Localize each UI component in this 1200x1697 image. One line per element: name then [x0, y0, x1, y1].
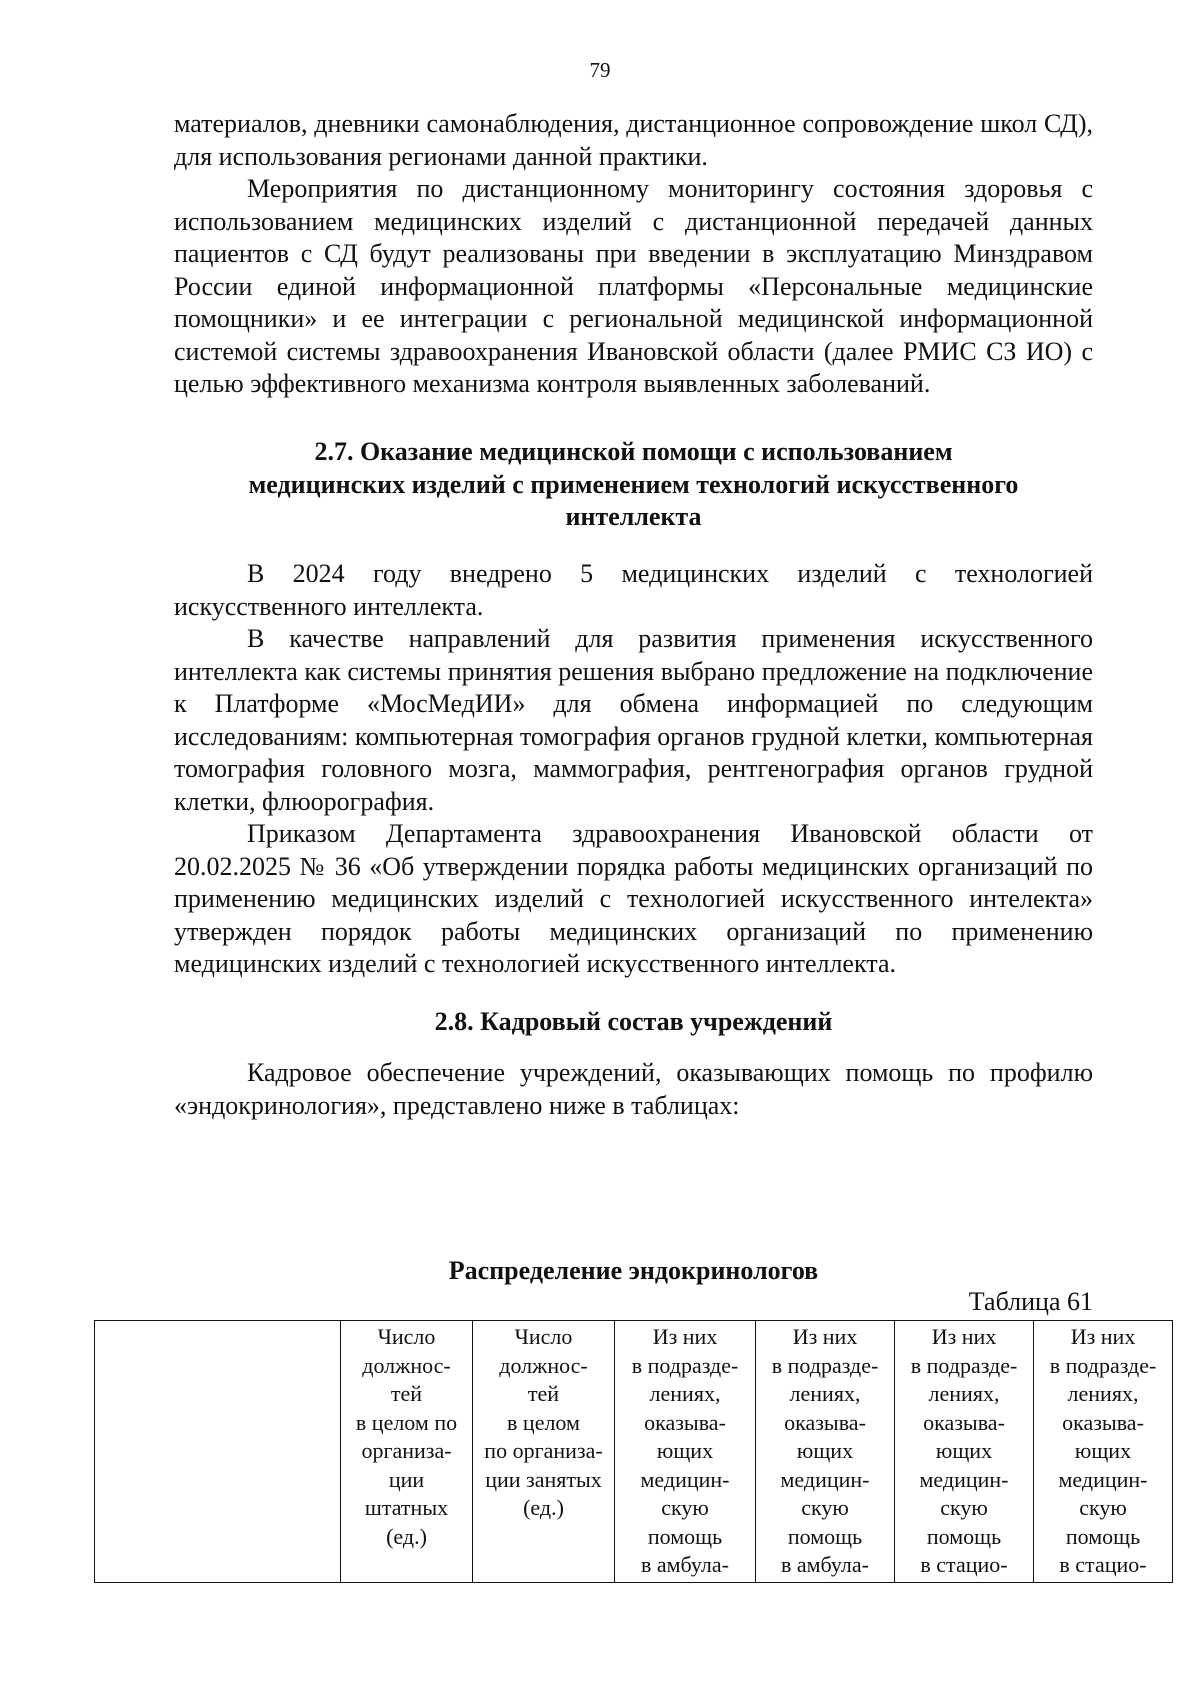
- header-cell-outpatient-occupied: Из них в подразде- лениях, оказыва- ющих медицин- скую помощь в амбула-: [756, 1321, 895, 1583]
- endocrinologists-table: [94, 1320, 1173, 1583]
- paragraph: Мероприятия по дистанционному мониторингу состояния здоровья с использованием медицинских изделий с дистанционной передачей данных пациентов с СД будут реализованы при введении в эксплуатацию Минздравом России единой информационной платформы «Персональные медицинские помощники» и ее интеграции с региональной медицинской информационной системой системы здравоохранения Ивановской области (далее РМИС СЗ ИО) с целью эффективного механизма контроля выявленных заболеваний.: [174, 174, 1093, 398]
- paragraph: В качестве направлений для развития применения искусственного интеллекта как системы принятия решения выбрано предложение на подключение к Платформе «МосМедИИ» для обмена информацией по следующим исследованиям: компьютерная томография органов грудной клетки, компьютерная томография головного мозга, маммография, рентгенография органов грудной клетки, флюорография.: [174, 624, 1093, 816]
- page-number: 79: [589, 58, 611, 82]
- paragraph: Кадровое обеспечение учреждений, оказывающих помощь по профилю «эндокринология», представлено ниже в таблицах:: [174, 1058, 1093, 1120]
- paragraph: В 2024 году внедрено 5 медицинских изделий с технологией искусственного интеллекта.: [174, 559, 1093, 621]
- section-2-8-heading: 2.8. Кадровый состав учреждений: [434, 1007, 833, 1036]
- header-cell-occupied-total: Число должнос- тей в целом по организа- ции занятых (ед.): [473, 1321, 615, 1583]
- paragraph: Приказом Департамента здравоохранения Ивановской области от 20.02.2025 № 36 «Об утверждении порядка работы медицинских организаций по применению медицинских изделий с технологией искусственного интелекта» утвержден порядок работы медицинских организаций по применению медицинских изделий с технологией искусственного интеллекта.: [174, 819, 1093, 978]
- header-cell-staff-total: Число должнос- тей в целом по организа- ции штатных (ед.): [341, 1321, 473, 1583]
- table-header-row: [95, 1321, 1173, 1583]
- header-cell-outpatient-staff: Из них в подразде- лениях, оказыва- ющих медицин- скую помощь в амбула-: [615, 1321, 756, 1583]
- table-number: Таблица 61: [968, 1287, 1093, 1316]
- heading-line: интеллекта: [565, 502, 702, 531]
- header-cell-inpatient-occupied: Из них в подразде- лениях, оказыва- ющих медицин- скую помощь в стацио-: [1034, 1321, 1173, 1583]
- table-title: Распределение эндокринологов: [448, 1256, 819, 1285]
- header-cell-empty: [95, 1321, 341, 1583]
- heading-line: 2.7. Оказание медицинской помощи с использованием: [314, 437, 953, 466]
- section-2-6-tail: [174, 108, 1093, 401]
- paragraph: материалов, дневники самонаблюдения, дистанционное сопровождение школ СД), для использования регионами данной практики.: [174, 109, 1093, 171]
- section-2-7-heading: [174, 436, 1093, 534]
- section-2-8-body: [174, 1057, 1093, 1122]
- section-2-7-body: [174, 558, 1093, 981]
- heading-line: медицинских изделий с применением технологий искусственного: [248, 469, 1019, 499]
- header-cell-inpatient-staff: Из них в подразде- лениях, оказыва- ющих медицин- скую помощь в стацио-: [895, 1321, 1034, 1583]
